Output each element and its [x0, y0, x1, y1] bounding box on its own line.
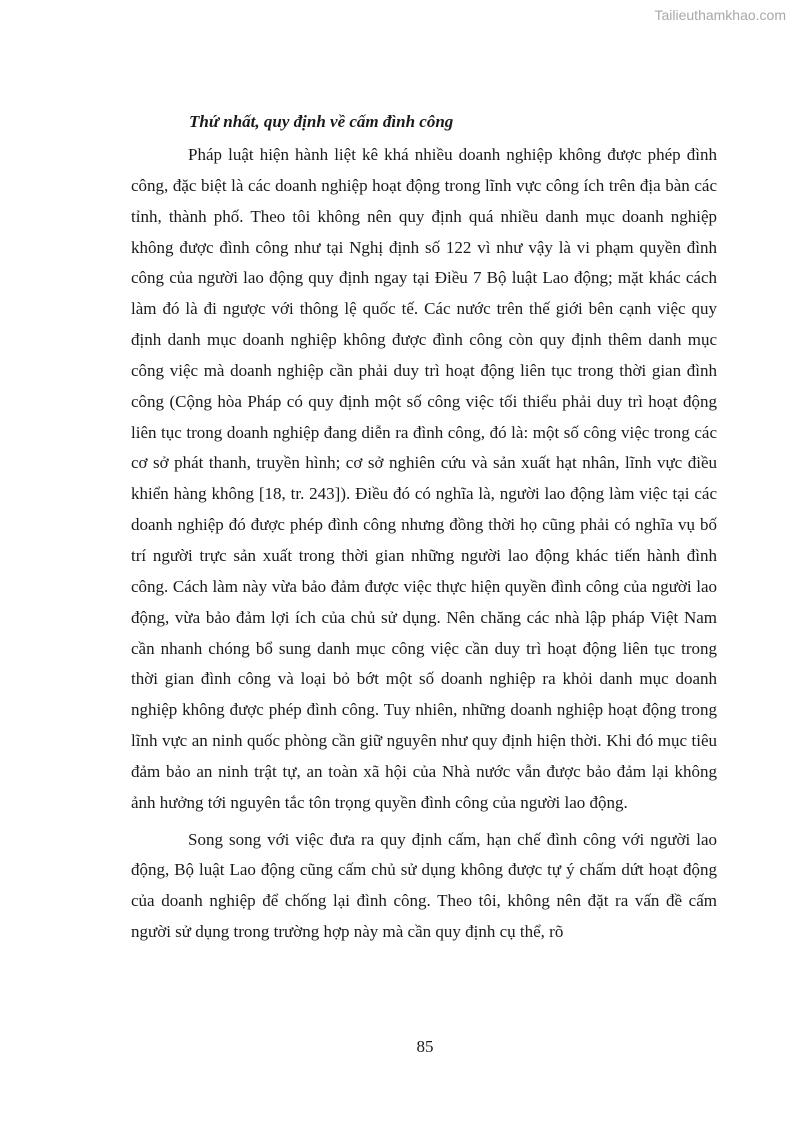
watermark: Tailieuthamkhao.com: [654, 7, 786, 23]
paragraph: Song song với việc đưa ra quy định cấm, hạn chế đình công với người lao động, Bộ luật Lao động cũng cấm chủ sử dụng không được tự ý chấm dứt hoạt động của doanh nghiệp để chống lại đình công. Theo tôi, không nên đặt ra vấn đề cấm người sử dụng trong trường hợp này mà cần quy định cụ thể, rõ: [131, 829, 717, 942]
page-number: 85: [416, 1037, 434, 1056]
paragraph: Pháp luật hiện hành liệt kê khá nhiều doanh nghiệp không được phép đình công, đặc biệt là các doanh nghiệp hoạt động trong lĩnh vực công ích trên địa bàn các tỉnh, thành phố. Theo tôi không nên quy định quá nhiều danh mục doanh nghiệp không được đình công như tại Nghị định số 122 vì như vậy là vi phạm quyền đình công của người lao động quy định ngay tại Điều 7 Bộ luật Lao động; mặt khác cách làm đó là đi ngược với thông lệ quốc tế. Các nước trên thế giới bên cạnh việc quy định danh mục doanh nghiệp không được đình công còn quy định thêm danh mục công việc mà doanh nghiệp cần phải duy trì hoạt động liên tục trong thời gian đình công (Cộng hòa Pháp có quy định một số công việc tối thiểu phải duy trì hoạt động liên tục trong doanh nghiệp đang diễn ra đình công, đó là: một số công việc trong các cơ sở phát thanh, truyền hình; cơ sở nghiên cứu và sản xuất hạt nhân, lĩnh vực điều khiển hàng không [18, tr. 243]). Điều đó có nghĩa là, người lao động làm việc tại các doanh nghiệp đó được phép đình công nhưng đồng thời họ cũng phải có nghĩa vụ bố trí người trực sản xuất trong thời gian những người lao động khác tiến hành đình công. Cách làm này vừa bảo đảm được việc thực hiện quyền đình công của người lao động, vừa bảo đảm lợi ích của chủ sử dụng. Nên chăng các nhà lập pháp Việt Nam cần nhanh chóng bổ sung danh mục công việc cần duy trì hoạt động liên tục trong thời gian đình công và loại bỏ bớt một số doanh nghiệp ra khỏi danh mục doanh nghiệp không được phép đình công. Tuy nhiên, những doanh nghiệp hoạt động trong lĩnh vực an ninh quốc phòng cần giữ nguyên như quy định hiện thời. Khi đó mục tiêu đảm bảo an ninh trật tự, an toàn xã hội của Nhà nước vẫn được bảo đảm lại không ảnh hưởng tới nguyên tắc tôn trọng quyền đình công của người lao động.: [131, 145, 717, 812]
page-body: [131, 106, 717, 948]
section-heading: Thứ nhất, quy định về cấm đình công: [189, 112, 454, 131]
